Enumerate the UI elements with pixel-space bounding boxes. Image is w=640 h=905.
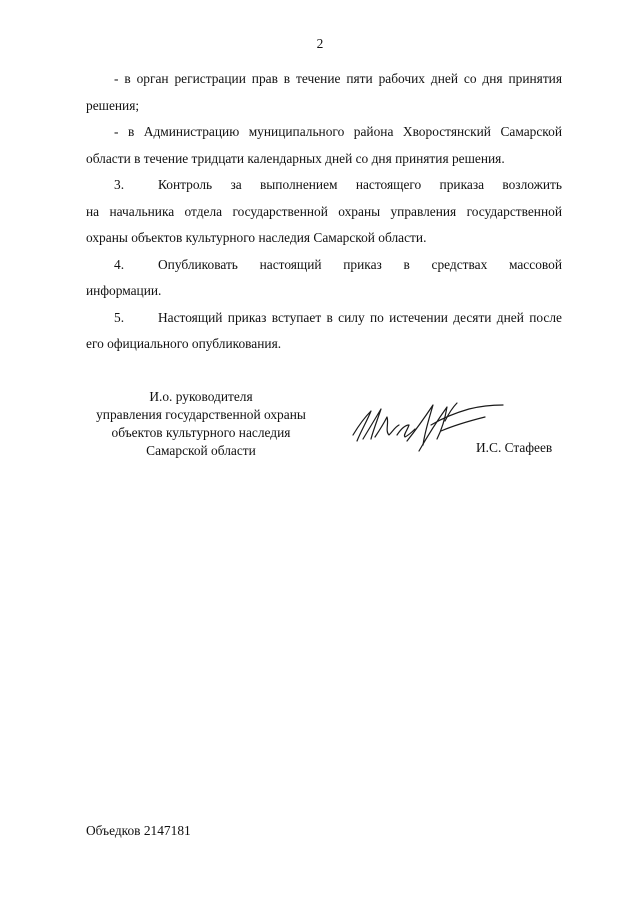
paragraph-line (86, 172, 562, 199)
signer-name: И.С. Стафеев (476, 440, 553, 455)
signatory-title-line: Самарской области (146, 443, 256, 458)
item-number: 3. (114, 177, 125, 192)
paragraph-administration (86, 119, 562, 172)
paragraph-text: Настоящий приказ вступает в силу по истечении десяти дней после (158, 309, 562, 325)
executor-note: Объедков 2147181 (86, 823, 191, 838)
paragraph-text: Контроль за выполнением настоящего приказа возложить (158, 177, 562, 192)
signatory-title-line: объектов культурного наследия (111, 425, 291, 440)
item-number: 4. (114, 256, 125, 272)
paragraph-item-4 (86, 252, 562, 305)
paragraph-line: - в Администрацию муниципального района Хворостянский Самарской (114, 124, 562, 139)
paragraph-line (86, 305, 562, 332)
page-number: 2 (316, 36, 324, 51)
paragraph-item-3 (86, 172, 562, 252)
paragraph-text: Опубликовать настоящий приказ в средствах массовой (158, 256, 562, 272)
paragraph-registration (86, 66, 562, 119)
signatory-title (86, 388, 316, 460)
paragraph-line (86, 252, 562, 279)
item-number: 5. (114, 309, 125, 325)
signatory-title-line: И.о. руководителя (149, 389, 253, 404)
paragraph-line: его официального опубликования. (86, 336, 282, 351)
paragraph-item-5 (86, 305, 562, 358)
paragraph-line: охраны объектов культурного наследия Самарской области. (86, 230, 427, 245)
paragraph-line: - в орган регистрации прав в течение пяти рабочих дней со дня принятия (114, 71, 562, 86)
paragraph-line: области в течение тридцати календарных дней со дня принятия решения. (86, 150, 505, 166)
paragraph-line: на начальника отдела государственной охраны управления государственной (86, 203, 562, 219)
paragraph-line: решения; (86, 97, 140, 113)
document-body (86, 66, 562, 358)
paragraph-line: информации. (86, 283, 162, 298)
signatory-title-line: управления государственной охраны (96, 407, 306, 422)
